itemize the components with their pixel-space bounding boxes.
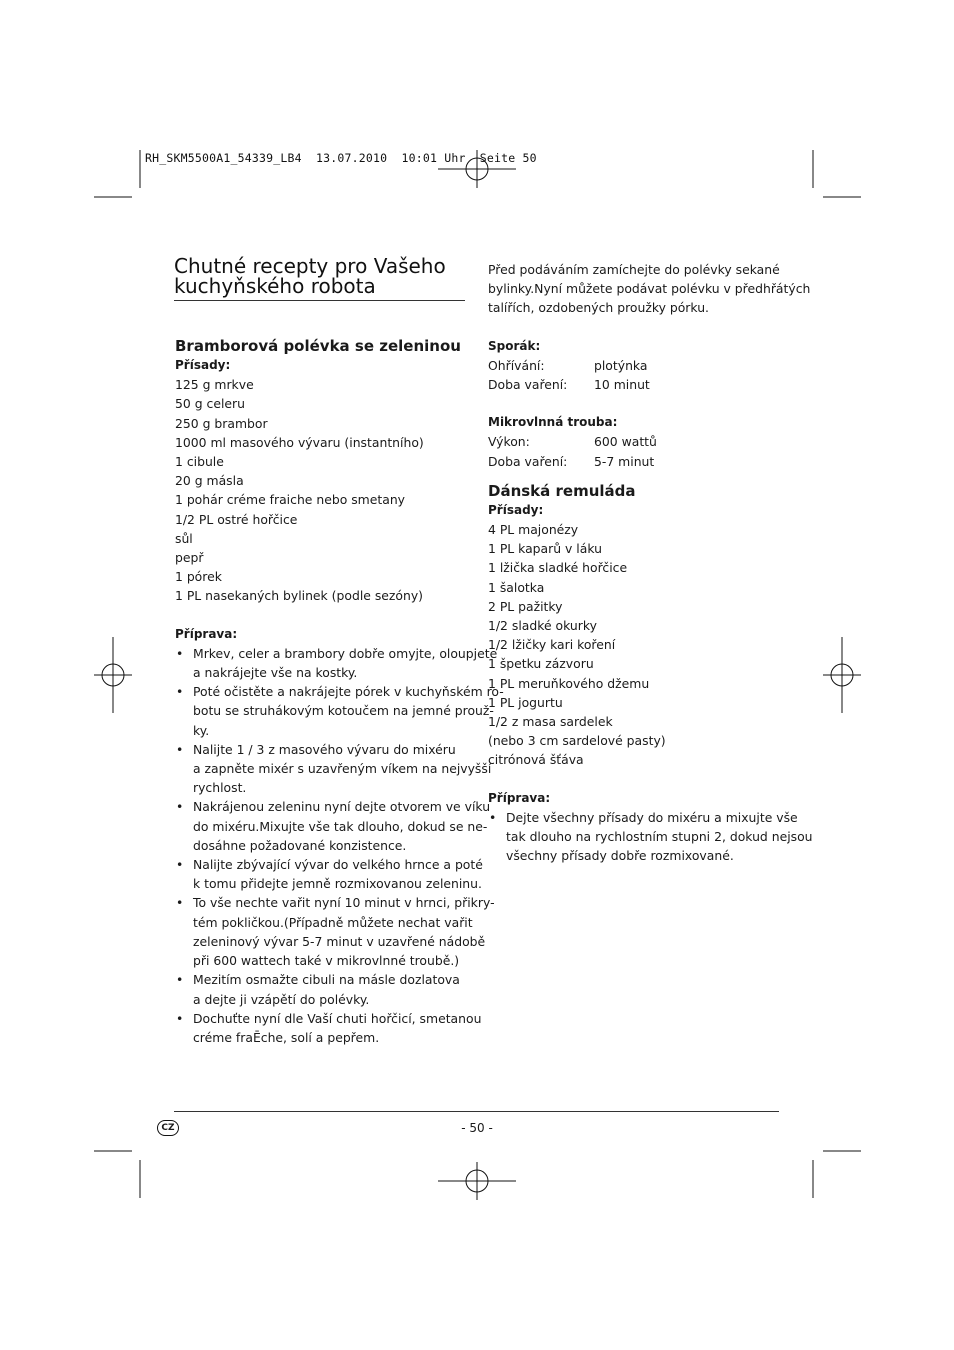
ingredient-item: 1/2 z masa sardelek bbox=[488, 714, 613, 730]
stove-value: plotýnka bbox=[594, 357, 648, 373]
stove-row bbox=[488, 375, 788, 394]
stove-row bbox=[488, 356, 788, 375]
step-line: • Poté očistěte a nakrájejte pórek v kuchyňském ro- bbox=[193, 684, 504, 700]
ingredient-item: 1 pórek bbox=[175, 569, 222, 585]
serving-note-line: talířích, ozdobených proužky pórku. bbox=[488, 300, 709, 316]
step-line: • Nalijte zbývající vývar do velkého hrnce a poté bbox=[193, 857, 483, 873]
ingredient-item: 1 špetku zázvoru bbox=[488, 656, 594, 672]
ingredient-item: 50 g celeru bbox=[175, 396, 245, 412]
page-title bbox=[174, 256, 446, 296]
ingredient-item: 1 pohár créme fraiche nebo smetany bbox=[175, 492, 406, 508]
ingredient-item: 1 PL kaparů v láku bbox=[488, 541, 602, 557]
step-line: botu se struhákovým kotoučem na jemné prouž- bbox=[193, 703, 494, 719]
ingredient-item: 1000 ml masového vývaru (instantního) bbox=[175, 434, 424, 450]
step-line: a dejte ji vzápětí do polévky. bbox=[193, 991, 370, 1007]
ingredient-item: 2 PL pažitky bbox=[488, 598, 563, 614]
left-column bbox=[175, 336, 504, 1047]
step-line: ky. bbox=[193, 722, 210, 738]
microwave-label: Mikrovlnná trouba: bbox=[488, 415, 618, 430]
ingredient-item: 20 g másla bbox=[175, 473, 244, 489]
ingredient-item: 1 PL meruňkového džemu bbox=[488, 675, 650, 691]
ingredient-item: 1/2 sladké okurky bbox=[488, 618, 597, 634]
microwave-key: Doba vaření: bbox=[488, 453, 568, 469]
step-line: • Dochuťte nyní dle Vaší chuti hořčicí, smetanou bbox=[193, 1010, 482, 1026]
step-item bbox=[175, 855, 483, 893]
ingredient-item: 1 PL jogurtu bbox=[488, 694, 563, 710]
step-line: • Nakrájenou zeleninu nyní dejte otvorem ve víku bbox=[193, 799, 491, 815]
ingredient-item: 250 g brambor bbox=[175, 415, 268, 431]
serving-note-line: bylinky.Nyní můžete podávat polévku v předhřátých bbox=[488, 281, 811, 297]
ingredients-label: Přísady: bbox=[175, 358, 231, 372]
recipe-title-potato-soup: Bramborová polévka se zeleninou bbox=[175, 337, 461, 355]
country-badge: CZ bbox=[157, 1120, 179, 1136]
right-column bbox=[488, 260, 813, 865]
step-item bbox=[175, 1009, 482, 1047]
ingredient-item: (nebo 3 cm sardelové pasty) bbox=[488, 733, 666, 749]
step-item bbox=[488, 808, 813, 866]
microwave-key: Výkon: bbox=[488, 434, 530, 450]
ingredient-item: sůl bbox=[175, 530, 193, 546]
footer-rule bbox=[174, 1111, 779, 1112]
step-line: při 600 wattech také v mikrovlnné troubě.) bbox=[193, 953, 460, 969]
step-item bbox=[175, 740, 492, 798]
step-item bbox=[175, 893, 495, 970]
step-item bbox=[175, 682, 504, 740]
step-line: a zapněte mixér s uzavřeným víkem na nejvyšší bbox=[193, 761, 492, 777]
step-line: tak dlouho na rychlostním stupni 2, dokud nejsou bbox=[506, 829, 813, 845]
preparation-label: Příprava: bbox=[175, 626, 238, 641]
ingredients-list bbox=[175, 375, 475, 605]
preparation-label: Příprava: bbox=[488, 790, 551, 805]
step-line: rychlost. bbox=[193, 780, 247, 796]
ingredient-item: 125 g mrkve bbox=[175, 377, 254, 393]
title-rule bbox=[174, 300, 465, 301]
microwave-value: 5-7 minut bbox=[594, 453, 655, 469]
ingredient-item: 1/2 lžičky kari koření bbox=[488, 637, 616, 653]
stove-label: Sporák: bbox=[488, 338, 541, 353]
ingredient-item: 1 šalotka bbox=[488, 579, 545, 595]
microwave-row bbox=[488, 432, 788, 451]
step-line: • To vše nechte vařit nyní 10 minut v hrnci, přikry- bbox=[193, 895, 495, 911]
step-line: • Mezitím osmažte cibuli na másle dozlatova bbox=[193, 972, 460, 988]
ingredients-label: Přísady: bbox=[488, 502, 544, 517]
ingredient-item: 1 PL nasekaných bylinek (podle sezóny) bbox=[175, 588, 424, 604]
step-line: • Nalijte 1 / 3 z masového vývaru do mixéru bbox=[193, 741, 456, 757]
step-line: tém pokličkou.(Případně můžete nechat vařit bbox=[193, 914, 473, 930]
microwave-value: 600 wattů bbox=[594, 434, 657, 450]
ingredient-item: 4 PL majonézy bbox=[488, 522, 579, 538]
step-line: a nakrájejte vše na kostky. bbox=[193, 665, 358, 681]
step-line: k tomu přidejte jemně rozmixovanou zeleninu. bbox=[193, 876, 482, 892]
microwave-row bbox=[488, 452, 788, 471]
step-item bbox=[175, 970, 475, 1008]
stove-key: Ohřívání: bbox=[488, 357, 545, 373]
step-line: zeleninový vývar 5-7 minut v uzavřené nádobě bbox=[193, 933, 486, 949]
step-line: dosáhne požadované konzistence. bbox=[193, 837, 407, 853]
step-line: créme fraĒche, solí a pepřem. bbox=[193, 1029, 380, 1045]
stove-value: 10 minut bbox=[594, 377, 650, 393]
step-item bbox=[175, 644, 498, 682]
remoulade-preparation-steps bbox=[488, 808, 813, 866]
ingredient-item: 1 lžička sladké hořčice bbox=[488, 560, 628, 576]
step-line: • Dejte všechny přísady do mixéru a mixujte vše bbox=[506, 809, 798, 825]
ingredient-item: citrónová šťáva bbox=[488, 752, 584, 768]
step-line: do mixéru.Mixujte vše tak dlouho, dokud se ne- bbox=[193, 818, 488, 834]
ingredient-item: 1 cibule bbox=[175, 454, 224, 470]
page-number: - 50 - bbox=[461, 1121, 493, 1135]
serving-note-line: Před podáváním zamíchejte do polévky sekané bbox=[488, 262, 780, 277]
ingredient-item: pepř bbox=[175, 550, 204, 566]
step-line: všechny přísady dobře rozmixované. bbox=[506, 848, 734, 864]
remoulade-ingredients-list bbox=[488, 520, 788, 770]
step-line: • Mrkev, celer a brambory dobře omyjte, oloupjete bbox=[193, 645, 498, 661]
recipe-title-remoulade: Dánská remuláda bbox=[488, 481, 636, 500]
print-slug: RH_SKM5500A1_54339_LB4 13.07.2010 10:01 Uhr Seite 50 bbox=[145, 151, 537, 165]
stove-key: Doba vaření: bbox=[488, 377, 568, 393]
page-title-line-2: kuchyňského robota bbox=[174, 274, 376, 298]
serving-note bbox=[488, 260, 811, 318]
step-item bbox=[175, 797, 491, 855]
page-title-line-1: Chutné recepty pro Vašeho bbox=[174, 254, 446, 278]
ingredient-item: 1/2 PL ostré hořčice bbox=[175, 511, 298, 527]
preparation-steps bbox=[175, 644, 504, 1047]
